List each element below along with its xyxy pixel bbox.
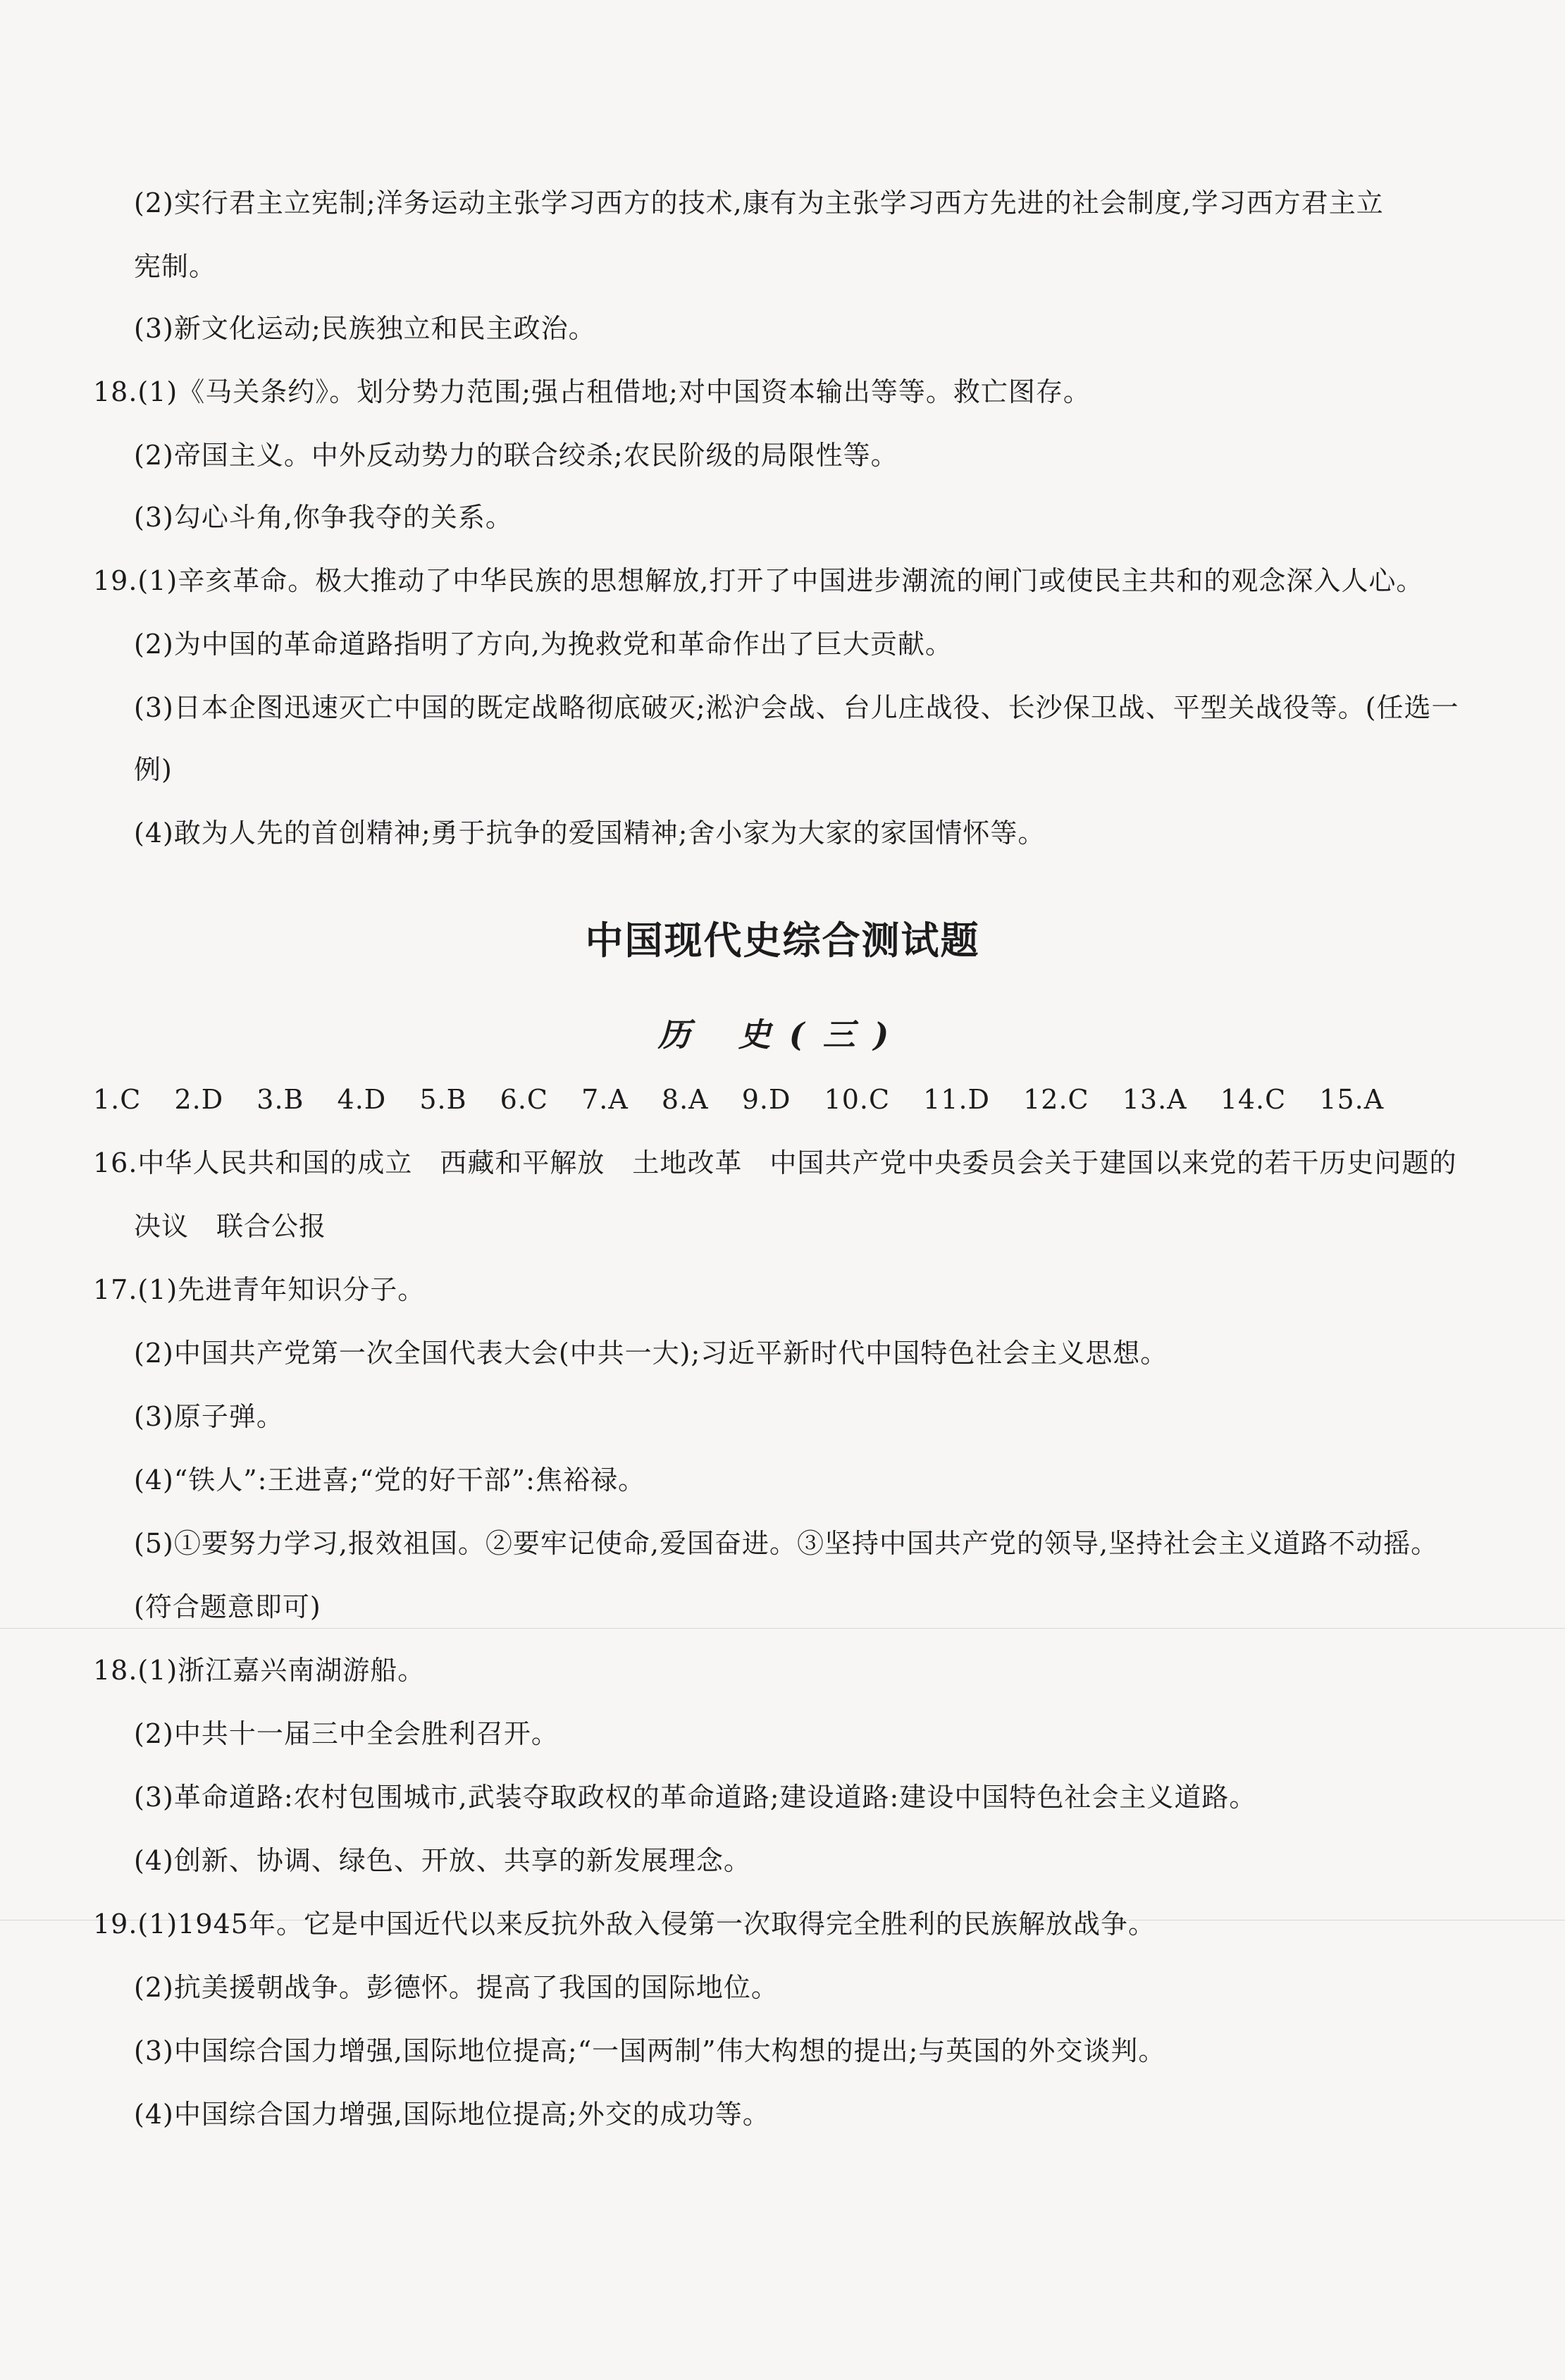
text-line: (2)中共十一届三中全会胜利召开。 <box>134 1718 559 1749</box>
text-line: (2)实行君主立宪制;洋务运动主张学习西方的技术,康有为主张学习西方先进的社会制度,学习西方君主立 <box>134 187 1384 218</box>
answer-item: 11.D <box>923 1084 991 1115</box>
text-line: 18.(1)《马关条约》。划分势力范围;强占租借地;对中国资本输出等等。救亡图存。 <box>93 376 1091 407</box>
answer-item: 7.A <box>581 1084 629 1115</box>
text-line: 例) <box>134 754 173 785</box>
text-line: 19.(1)辛亥革命。极大推动了中华民族的思想解放,打开了中国进步潮流的闸门或使民主共和的观念深入人心。 <box>93 565 1424 596</box>
answer-item: 3.B <box>256 1084 304 1115</box>
answer-item: 2.D <box>174 1084 224 1115</box>
text-line: 决议 联合公报 <box>134 1211 327 1242</box>
text-line: 18.(1)浙江嘉兴南湖游船。 <box>93 1655 426 1686</box>
text-line: (3)原子弹。 <box>134 1401 284 1432</box>
answer-item: 9.D <box>741 1084 791 1115</box>
page-subtitle: 历 史(三) <box>657 1016 908 1054</box>
answer-item: 14.C <box>1220 1084 1287 1115</box>
text-line: (4)创新、协调、绿色、开放、共享的新发展理念。 <box>134 1845 751 1876</box>
text-line: (3)中国综合国力增强,国际地位提高;“一国两制”伟大构想的提出;与英国的外交谈判。 <box>134 2035 1166 2066</box>
answer-item: 12.C <box>1023 1084 1089 1115</box>
text-line: (3)新文化运动;民族独立和民主政治。 <box>134 313 596 344</box>
answer-item: 10.C <box>824 1084 891 1115</box>
answer-item: 13.A <box>1122 1084 1187 1115</box>
answer-item: 15.A <box>1319 1084 1385 1115</box>
text-line: (2)帝国主义。中外反动势力的联合绞杀;农民阶级的局限性等。 <box>134 440 898 471</box>
text-line: (2)为中国的革命道路指明了方向,为挽救党和革命作出了巨大贡献。 <box>134 629 953 660</box>
text-line: (3)日本企图迅速灭亡中国的既定战略彻底破灭;淞沪会战、台儿庄战役、长沙保卫战、平型关战役等。(任选一 <box>134 692 1459 723</box>
page-title: 中国现代史综合测试题 <box>585 918 980 963</box>
text-line: (3)革命道路:农村包围城市,武装夺取政权的革命道路;建设道路:建设中国特色社会主义道路。 <box>134 1782 1257 1813</box>
text-line: 16.中华人民共和国的成立 西藏和平解放 土地改革 中国共产党中央委员会关于建国以来党的若干历史问题的 <box>93 1147 1457 1178</box>
choice-answers <box>93 1081 1408 1118</box>
answer-item: 6.C <box>500 1084 548 1115</box>
text-line: (2)抗美援朝战争。彭德怀。提高了我国的国际地位。 <box>134 1972 779 2003</box>
text-line: (符合题意即可) <box>134 1591 321 1622</box>
divider <box>0 1628 1565 1629</box>
answer-item: 4.D <box>337 1084 387 1115</box>
text-line: 宪制。 <box>134 251 217 282</box>
answer-item: 1.C <box>93 1084 142 1115</box>
text-line: 19.(1)1945年。它是中国近代以来反抗外敌入侵第一次取得完全胜利的民族解放战争。 <box>93 1909 1156 1940</box>
answer-item: 8.A <box>661 1084 709 1115</box>
text-line: (4)“铁人”:王进喜;“党的好干部”:焦裕禄。 <box>134 1465 645 1496</box>
text-line: (4)中国综合国力增强,国际地位提高;外交的成功等。 <box>134 2099 770 2130</box>
text-line: (5)①要努力学习,报效祖国。②要牢记使命,爱国奋进。③坚持中国共产党的领导,坚持社会主义道路不动摇。 <box>134 1528 1439 1559</box>
text-line: (3)勾心斗角,你争我夺的关系。 <box>134 502 513 533</box>
text-line: (2)中国共产党第一次全国代表大会(中共一大);习近平新时代中国特色社会主义思想。 <box>134 1338 1168 1369</box>
text-line: (4)敢为人先的首创精神;勇于抗争的爱国精神;舍小家为大家的家国情怀等。 <box>134 818 1046 849</box>
text-line: 17.(1)先进青年知识分子。 <box>93 1274 426 1305</box>
answer-item: 5.B <box>419 1084 467 1115</box>
